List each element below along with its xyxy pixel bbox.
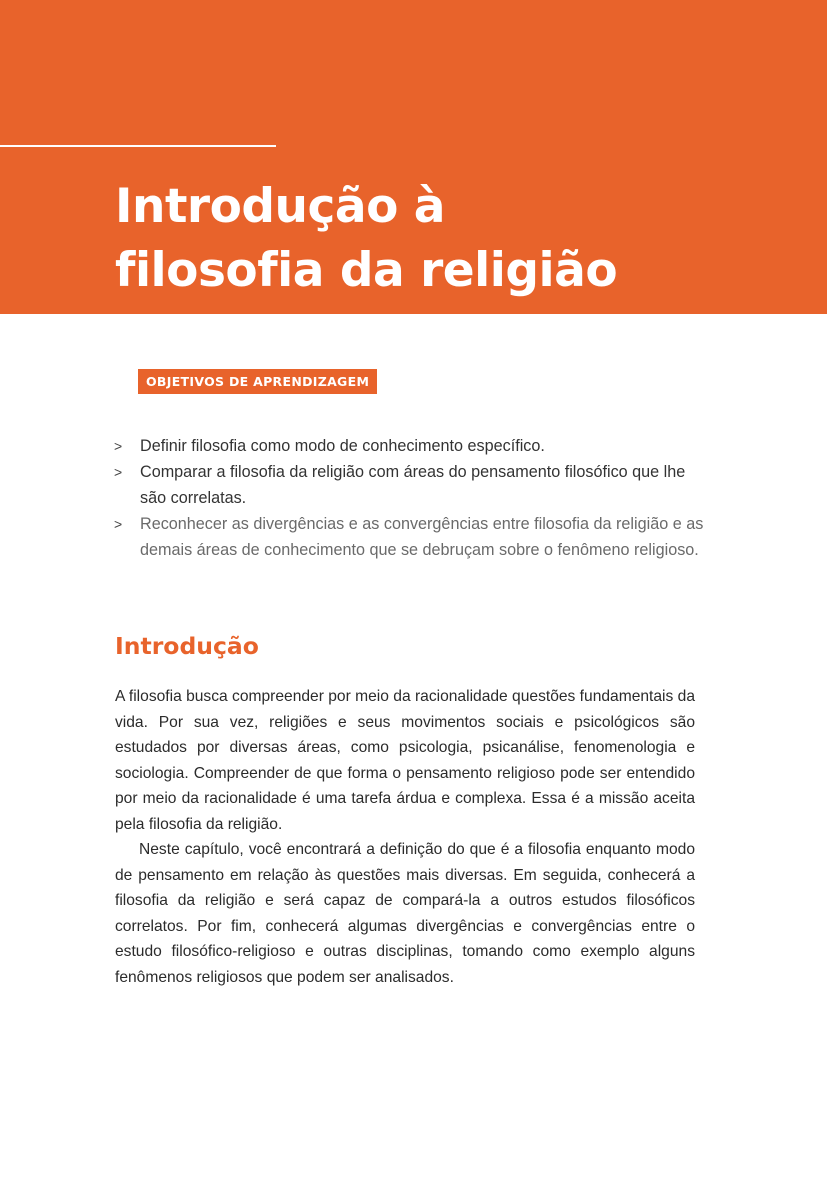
objectives-list bbox=[114, 433, 704, 563]
objective-text: Comparar a filosofia da religião com áreas do pensamento filosófico que lhe são correlatas. bbox=[140, 463, 686, 507]
section-heading: Introdução bbox=[115, 632, 259, 660]
banner-rule bbox=[0, 145, 276, 147]
objective-item bbox=[114, 459, 704, 511]
chapter-title-line-1: Introdução à bbox=[115, 179, 445, 234]
chevron-right-icon: > bbox=[114, 438, 123, 454]
chapter-title bbox=[115, 175, 805, 303]
objective-item bbox=[114, 433, 704, 459]
paragraph: A filosofia busca compreender por meio da racionalidade questões fundamentais da vida. Por sua vez, religiões e seus movimentos sociais e psicológicos são estudados por diversas áreas, como psicologia, psicanálise, fenomenologia e sociologia. Compreender de que forma o pensamento religioso pode ser entendido por meio da racionalidade é uma tarefa árdua e complexa. Essa é a missão aceita pela filosofia da religião. bbox=[115, 688, 695, 833]
objective-text: Reconhecer as divergências e as convergências entre filosofia da religião e as demais áreas de conhecimento que se debruçam sobre o fenômeno religioso. bbox=[140, 515, 704, 559]
objective-text: Definir filosofia como modo de conhecimento específico. bbox=[140, 437, 545, 455]
paragraph: Neste capítulo, você encontrará a definição do que é a filosofia enquanto modo de pensamento em relação às questões mais diversas. Em seguida, conhecerá a filosofia da religião e será capaz de compará-la a outros estudos filosóficos correlatos. Por fim, conhecerá algumas divergências e convergências entre o estudo filosófico-religioso e outras disciplinas, tomando como exemplo alguns fenômenos religiosos que podem ser analisados. bbox=[115, 841, 695, 986]
chapter-banner bbox=[0, 0, 827, 314]
body-text bbox=[115, 684, 695, 990]
objective-item bbox=[114, 511, 704, 563]
objectives-tag: OBJETIVOS DE APRENDIZAGEM bbox=[138, 369, 377, 394]
chapter-title-line-2: filosofia da religião bbox=[115, 243, 618, 298]
chevron-right-icon: > bbox=[114, 516, 123, 532]
chevron-right-icon: > bbox=[114, 464, 123, 480]
